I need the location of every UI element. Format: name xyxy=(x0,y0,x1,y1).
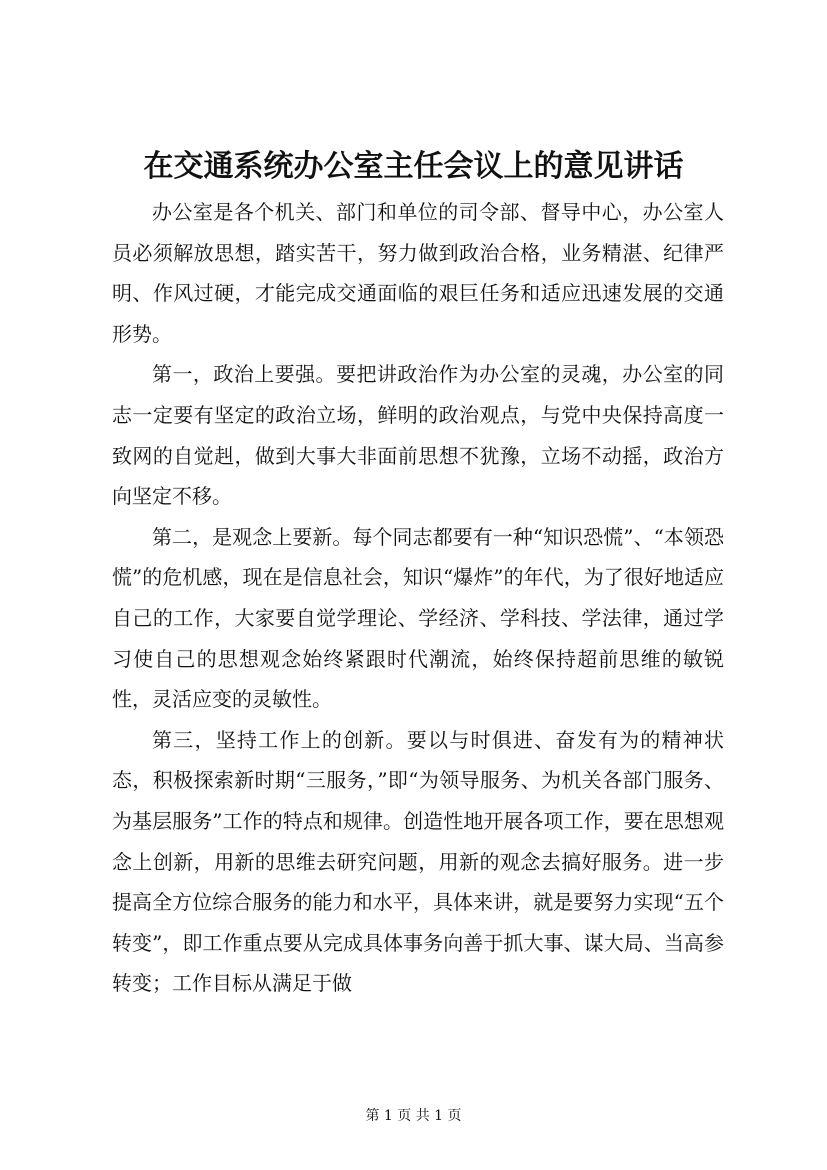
paragraph-first-point: 第一，政治上要强。要把讲政治作为办公室的灵魂，办公室的同志一定要有坚定的政治立场，鲜明的政治观点，与党中央保持高度一致网的自觉赳，做到大事大非面前思想不犹豫，立场不动摇，政治方向坚定不移。 xyxy=(112,362,724,509)
document-title: 在交通系统办公室主任会议上的意见讲话 xyxy=(143,149,684,184)
page-footer: 第 1 页 共 1 页 xyxy=(365,1108,462,1124)
paragraph-intro: 办公室是各个机关、部门和单位的司令部、督导中心，办公室人员必须解放思想，踏实苦干，努力做到政治合格，业务精湛、纪律严明、作风过硬，才能完成交通面临的艰巨任务和适应迅速发展的交通形势。 xyxy=(112,200,724,346)
paragraph-second-point: 第二，是观念上要新。每个同志都要有一种“知识恐慌”、“本领恐慌”的危机感，现在是信息社会，知识“爆炸”的年代，为了很好地适应自己的工作，大家要自觉学理论、学经济、学科技、学法律，通过学习使自己的思想观念始终紧跟时代潮流，始终保持超前思维的敏锐性，灵活应变的灵敏性。 xyxy=(112,524,724,712)
document-body xyxy=(112,192,724,1004)
paragraph-third-point: 第三，坚持工作上的创新。要以与时俱进、奋发有为的精神状态，积极探索新时期“三服务，”即“为领导服务、为机关各部门服务、为基层服务”工作的特点和规律。创造性地开展各项工作，要在思想观念上创新，用新的思维去研究问题，用新的观念去搞好服务。进一步提高全方位综合服务的能力和水平，具体来讲，就是要努力实现“五个转变”，即工作重点要从完成具体事务向善于抓大事、谋大局、当高参转变；工作目标从满足于做 xyxy=(112,727,724,996)
